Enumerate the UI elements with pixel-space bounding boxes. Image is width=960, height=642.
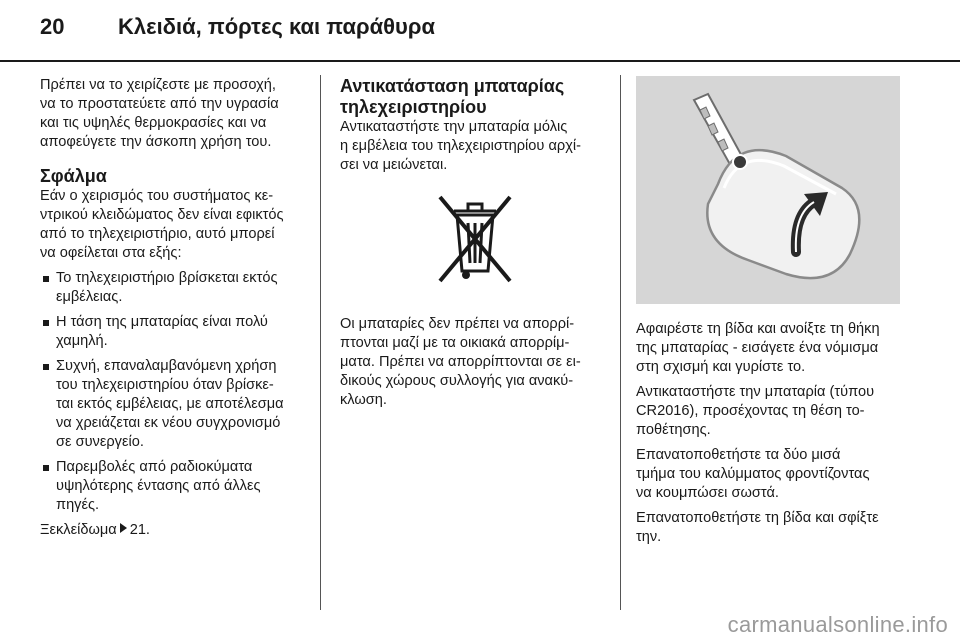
header-rule bbox=[0, 60, 960, 62]
bullet-square-icon bbox=[43, 276, 49, 282]
disposal-paragraph: Οι μπαταρίες δεν πρέπει να απορρί- πτονται μαζί με τα οικιακά απορρίμ- ματα. Πρέπει να απορρίπτονται σε ει- δικούς χώρους συλλογής για ανακύ- κλωση. bbox=[340, 316, 581, 408]
chapter-title: Κλειδιά, πόρτες και παράθυρα bbox=[118, 14, 435, 39]
bullet-square-icon bbox=[43, 320, 49, 326]
refit-screw-paragraph: Επανατοποθετήστε τη βίδα και σφίξτε την. bbox=[636, 510, 879, 545]
bullet-square-icon bbox=[43, 364, 49, 370]
fault-cause-list bbox=[40, 269, 310, 515]
remove-screw-paragraph: Αφαιρέστε τη βίδα και ανοίξτε τη θήκη της μπαταρίας - εισάγετε ένα νόμισμα στη σχισμή και γυρίστε το. bbox=[636, 321, 880, 375]
crossed-out-wheelie-bin-icon bbox=[432, 191, 518, 291]
list-item: Η τάση της μπαταρίας είναι πολύ χαμηλή. bbox=[40, 313, 310, 351]
column-3 bbox=[636, 76, 910, 553]
column-2 bbox=[340, 76, 610, 416]
column-1 bbox=[40, 76, 310, 546]
page-header bbox=[0, 0, 960, 60]
column-divider-2 bbox=[620, 75, 621, 610]
battery-range-paragraph: Αντικαταστήστε την μπαταρία μόλις η εμβέλεια του τηλεχειριστηρίου αρχί- σει να μειώνεται. bbox=[340, 119, 581, 173]
bullet-square-icon bbox=[43, 465, 49, 471]
list-item: Το τηλεχειριστήριο βρίσκεται εκτός εμβέλειας. bbox=[40, 269, 310, 307]
key-fob-illustration bbox=[636, 76, 900, 304]
disposal-symbol bbox=[340, 191, 610, 291]
remote-key-fob-illustration bbox=[636, 76, 900, 304]
page-number: 20 bbox=[40, 14, 65, 39]
intro-paragraph: Πρέπει να το χειρίζεστε με προσοχή, να το προστατεύετε από την υγρασία και τις υψηλές θερμοκρασίες και να αποφεύγετε την άσκοπη χρήση του. bbox=[40, 77, 279, 150]
list-item: Συχνή, επαναλαμβανόμενη χρήση του τηλεχειριστηρίου όταν βρίσκε- ται εκτός εμβέλειας, με αποτέλεσμα να χρειάζεται εκ νέου συγχρονισμό σε συνεργείο. bbox=[40, 357, 310, 452]
replace-battery-paragraph: Αντικαταστήστε την μπαταρία (τύπου CR2016), προσέχοντας τη θέση το- ποθέτησης. bbox=[636, 384, 875, 438]
refit-cover-paragraph: Επανατοποθετήστε τα δύο μισά τμήμα του καλύμματος φροντίζοντας να κουμπώσει σωστά. bbox=[636, 447, 870, 501]
watermark: carmanualsonline.info bbox=[727, 612, 948, 637]
triangle-arrow-icon bbox=[120, 523, 127, 533]
column-divider-1 bbox=[320, 75, 321, 610]
cross-reference[interactable]: Ξεκλείδωμα 21. bbox=[40, 522, 150, 538]
battery-replacement-heading: Αντικατάσταση μπαταρίας τηλεχειριστηρίου bbox=[340, 76, 565, 117]
fault-heading: Σφάλμα bbox=[40, 166, 107, 186]
list-item: Παρεμβολές από ραδιοκύματα υψηλότερης έντασης από άλλες πηγές. bbox=[40, 458, 310, 515]
fault-paragraph: Εάν ο χειρισμός του συστήματος κε- ντρικού κλειδώματος δεν είναι εφικτός από το τηλεχειριστήριο, αυτό μπορεί να οφείλεται στα εξής: bbox=[40, 188, 284, 261]
